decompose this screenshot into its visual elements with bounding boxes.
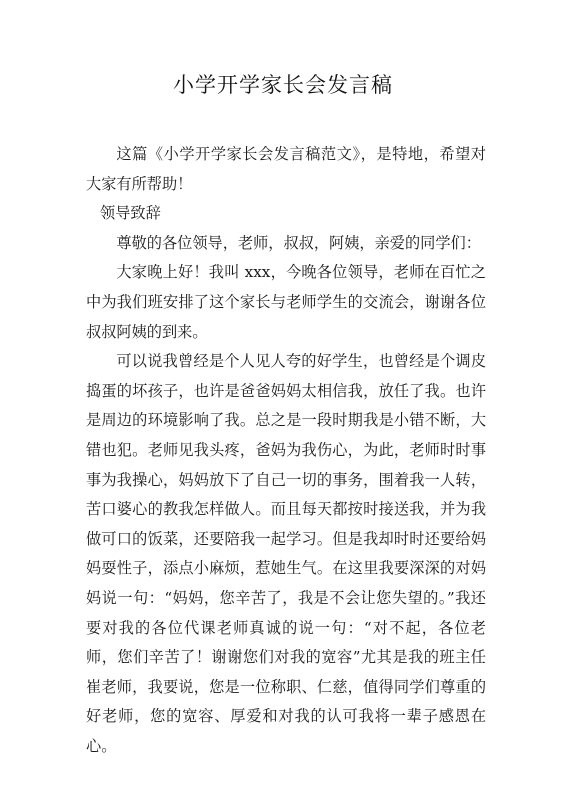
- main-paragraph: 可以说我曾经是个人见人夸的好学生，也曾经是个调皮捣蛋的坏孩子，也许是爸爸妈妈太相信我，放任了我。也许是周边的环境影响了我。总之是一段时期我是小错不断，大错也犯。老师见我头疼，爸妈为我伤心，为此，老师时时事事为我操心，妈妈放下了自己一切的事务，围着我一人转，苦口婆心的教我怎样做人。而且每天都按时接送我，并为我做可口的饭菜，还要陪我一起学习。但是我却时时还要给妈妈耍性子，添点小麻烦，惹她生气。在这里我要深深的对妈妈说一句：“妈妈，您辛苦了，我是不会让您失望的。”我还要对我的各位代课老师真诚的说一句：“对不起，各位老师，您们辛苦了！谢谢您们对我的宽容”尤其是我的班主任崔老师，我要说，您是一位称职、仁慈，值得同学们尊重的好老师，您的宽容、厚爱和对我的认可我将一辈子感恩在心。: [86, 352, 486, 755]
- section-heading: 领导致辞: [100, 204, 161, 223]
- document-body: [86, 140, 486, 761]
- opening-paragraph: 大家晚上好！我叫 xxx，今晚各位领导，老师在百忙之中为我们班安排了这个家长与老师学生的交流会，谢谢各位叔叔阿姨的到来。: [86, 263, 486, 341]
- greeting-paragraph: 尊敬的各位领导，老师，叔叔，阿姨，亲爱的同学们：: [116, 233, 481, 252]
- intro-paragraph: 这篇《小学开学家长会发言稿范文》，是特地，希望对大家有所帮助！: [86, 145, 486, 193]
- document-title: 小学开学家长会发言稿: [173, 73, 393, 97]
